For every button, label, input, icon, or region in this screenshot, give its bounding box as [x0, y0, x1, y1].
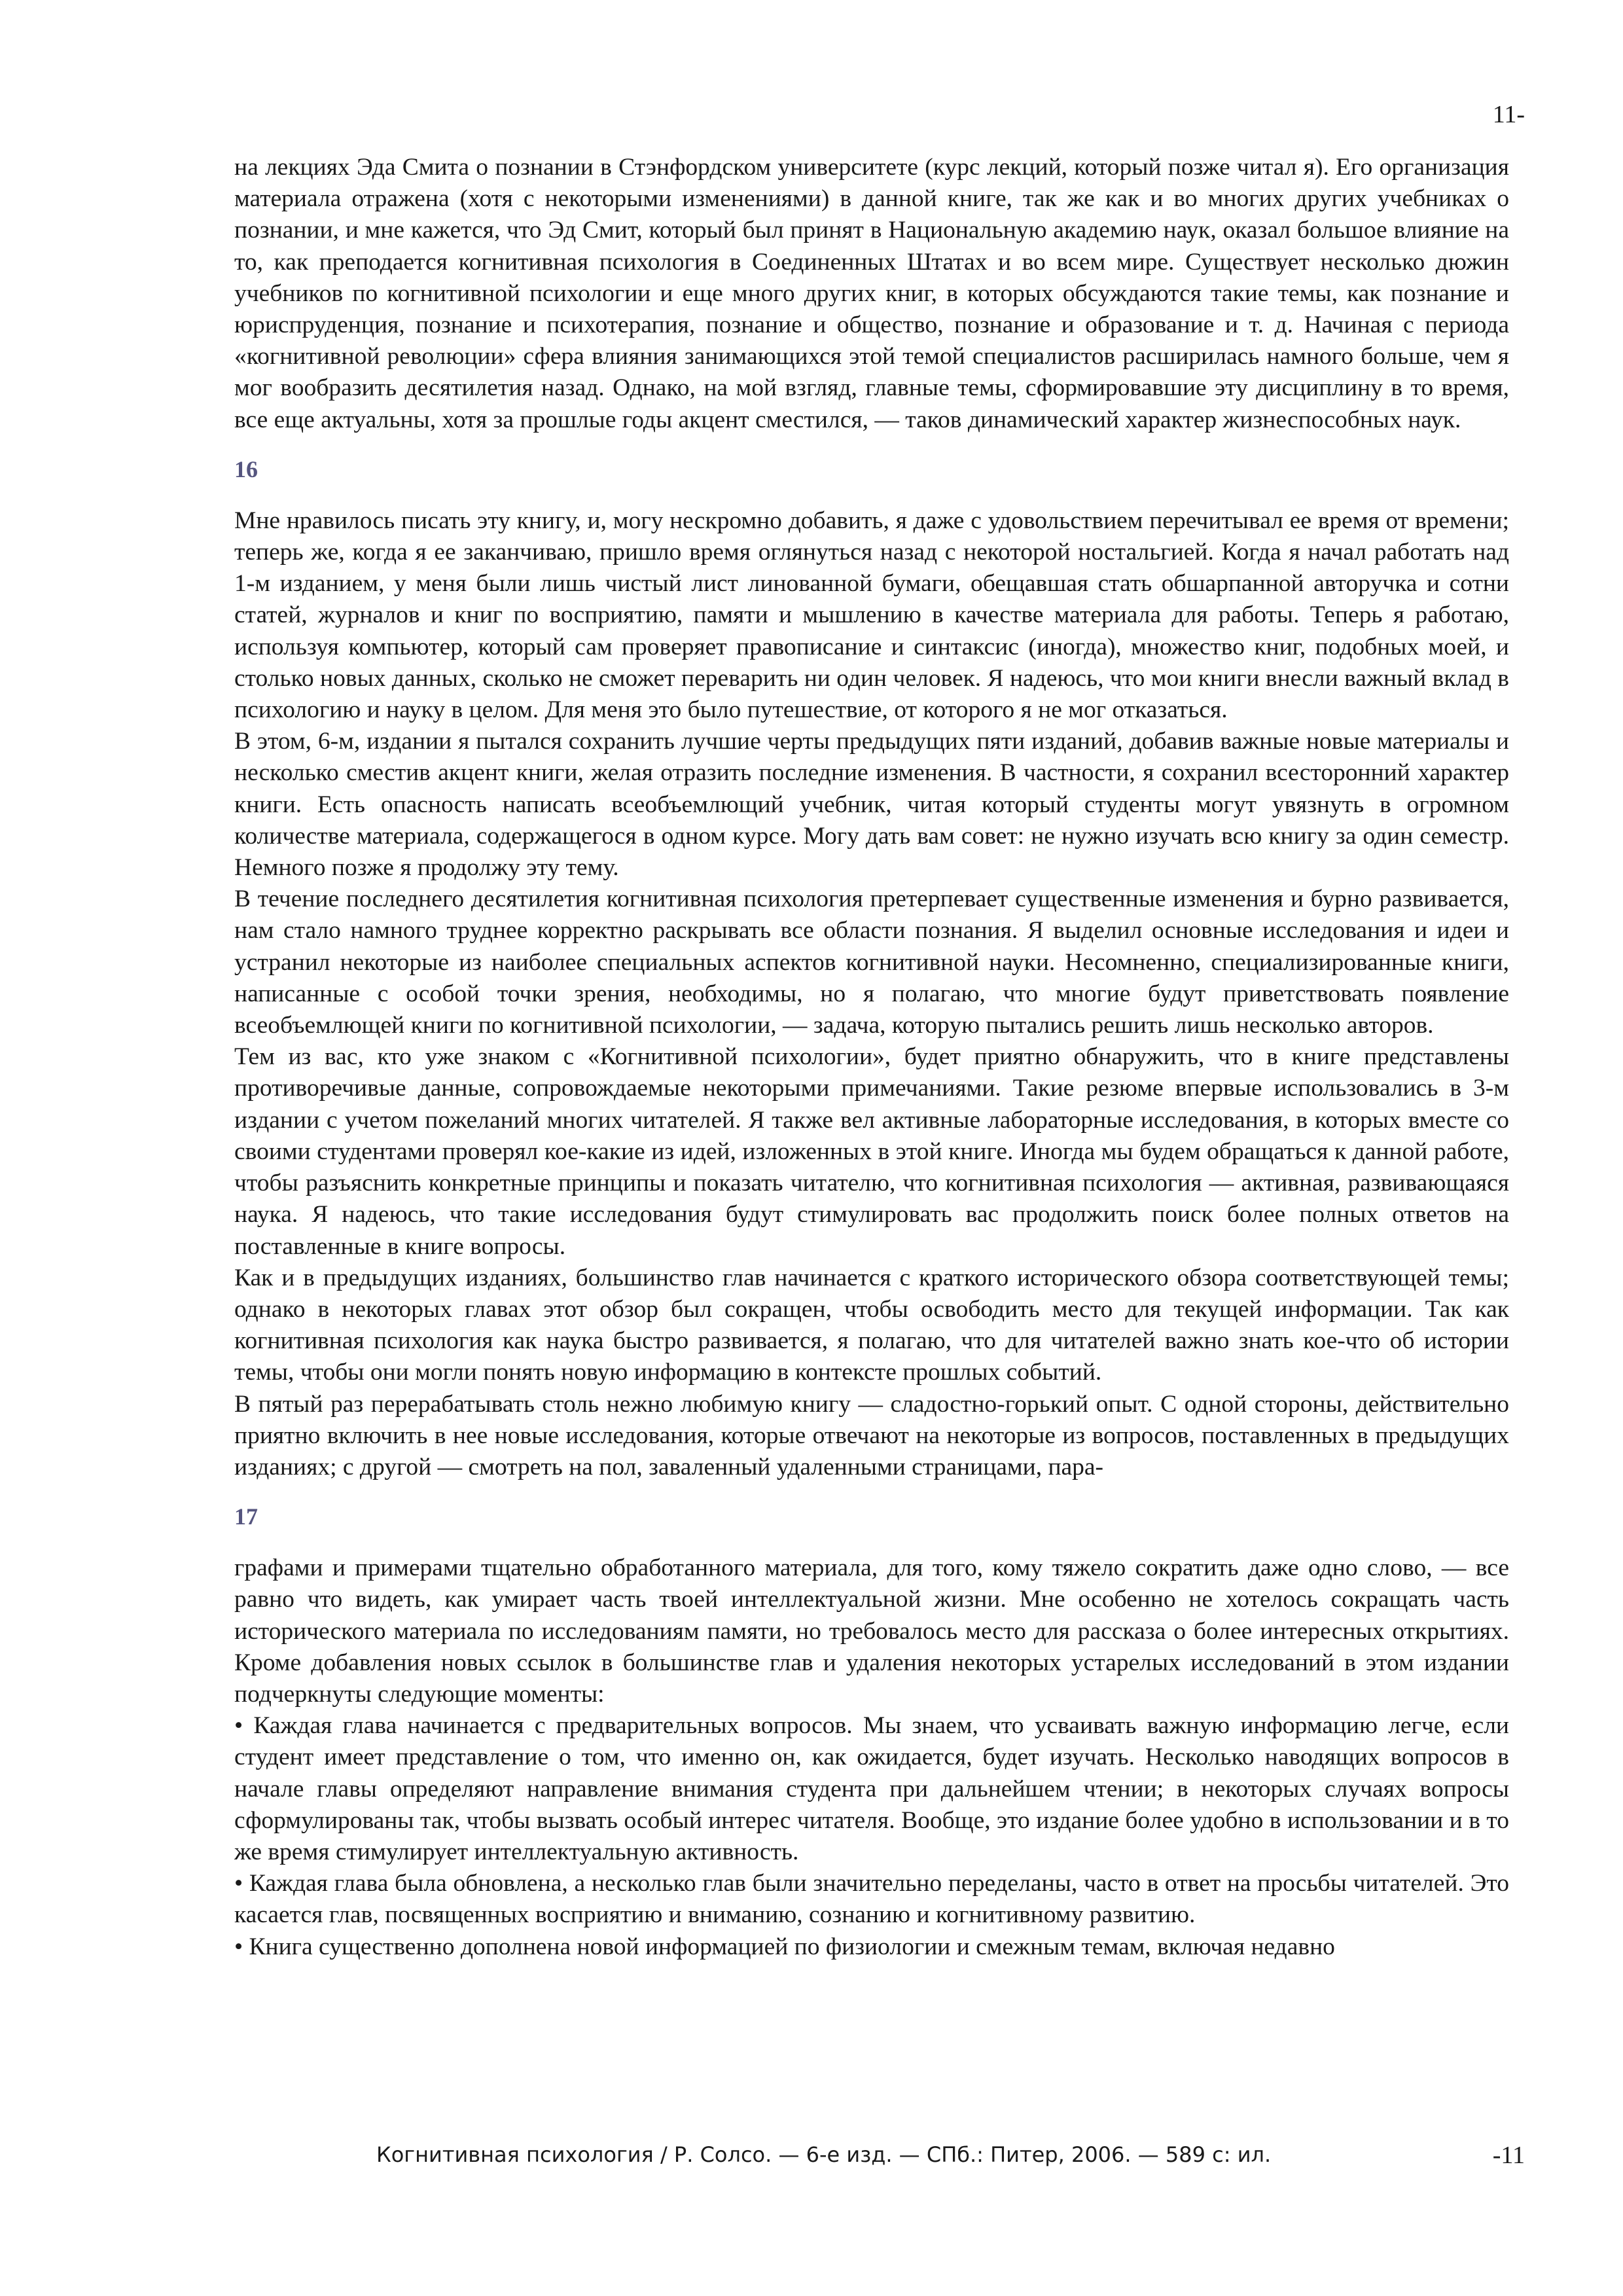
bullet-item: • Каждая глава была обновлена, а несколько глав были значительно переделаны, часто в ответ на просьбы читателей. Это касается глав, посвященных восприятию и вниманию, сознанию и когнитивному развитию.: [234, 1870, 1509, 1929]
footer-reference: Когнитивная психология / Р. Солсо. — 6-е изд. — СПб.: Питер, 2006. — 589 с: ил.: [376, 2142, 1272, 2167]
page-marker-17: 17: [234, 1503, 258, 1530]
page-marker-16: 16: [234, 456, 258, 482]
paragraph: графами и примерами тщательно обработанного материала, для того, кому тяжело сократить даже одно слово, — все равно что видеть, как умирает часть твоей интеллектуальной жизни. Мне особенно не хотелось сокращать часть исторического материала по исследованиям памяти, но требовалось место для рассказа о более интересных открытиях. Кроме добавления новых ссылок в большинстве глав и удаления некоторых устарелых исследований в этом издании подчеркнуты следующие моменты:: [234, 1554, 1509, 1708]
bullet-item: • Книга существенно дополнена новой информацией по физиологии и смежным темам, включая недавно: [234, 1933, 1335, 1960]
paragraph: В течение последнего десятилетия когнитивная психология претерпевает существенные изменения и бурно развивается, нам стало намного труднее корректно раскрывать все области познания. Я выделил основные исследования и идеи и устранил некоторые из наиболее специальных аспектов когнитивной науки. Несомненно, специализированные книги, написанные с особой точки зрения, необходимы, но я полагаю, что многие будут приветствовать появление всеобъемлющей книги по когнитивной психологии, — задача, которую пытались решить лишь несколько авторов.: [234, 886, 1509, 1039]
paragraph: Тем из вас, кто уже знаком с «Когнитивной психологии», будет приятно обнаружить, что в книге представлены противоречивые данные, сопровождаемые некоторыми примечаниями. Такие резюме впервые использовались в 3-м издании с учетом пожеланий многих читателей. Я также вел активные лабораторные исследования, в которых вместе со своими студентами проверял кое-какие из идей, изложенных в этой книге. Иногда мы будем обращаться к данной работе, чтобы разъяснить конкретные принципы и показать читателю, что когнитивная психология — активная, развивающаяся наука. Я надеюсь, что такие исследования будут стимулировать вас продолжить поиск более полных ответов на поставленные в книге вопросы.: [234, 1043, 1509, 1260]
page-number-top: 11-: [1492, 101, 1525, 128]
document-body: [234, 152, 1509, 1963]
page-number-bottom: -11: [1492, 2142, 1525, 2169]
paragraph: В этом, 6-м, издании я пытался сохранить лучшие черты предыдущих пяти изданий, добавив важные новые материалы и несколько сместив акцент книги, желая отразить последние изменения. В частности, я сохранил всесторонний характер книги. Есть опасность написать всеобъемлющий учебник, читая который студенты могут увязнуть в огромном количестве материала, содержащегося в одном курсе. Могу дать вам совет: не нужно изучать всю книгу за один семестр. Немного позже я продолжу эту тему.: [234, 728, 1509, 882]
bullet-item: • Каждая глава начинается с предварительных вопросов. Мы знаем, что усваивать важную информацию легче, если студент имеет представление о том, что именно он, как ожидается, будет изучать. Несколько наводящих вопросов в начале главы определяют направление внимания студента при дальнейшем чтении; в некоторых случаях вопросы сформулированы так, чтобы вызвать особый интерес читателя. Вообще, это издание более удобно в использовании и в то же время стимулирует интеллектуальную активность.: [234, 1712, 1509, 1865]
paragraph: В пятый раз перерабатывать столь нежно любимую книгу — сладостно-горький опыт. С одной стороны, действительно приятно включить в нее новые исследования, которые отвечают на некоторые из вопросов, поставленных в предыдущих изданиях; с другой — смотреть на пол, заваленный удаленными страницами, пара-: [234, 1390, 1509, 1480]
paragraph: Как и в предыдущих изданиях, большинство глав начинается с краткого исторического обзора соответствующей темы; однако в некоторых главах этот обзор был сокращен, чтобы освободить место для текущей информации. Так как когнитивная психология как наука быстро развивается, я полагаю, что для читателей важно знать кое-что об истории темы, чтобы они могли понять новую информацию в контексте прошлых событий.: [234, 1264, 1509, 1386]
paragraph: Мне нравилось писать эту книгу, и, могу нескромно добавить, я даже с удовольствием перечитывал ее время от времени; теперь же, когда я ее заканчиваю, пришло время оглянуться назад с некоторой ностальгией. Когда я начал работать над 1-м изданием, у меня были лишь чистый лист линованной бумаги, обещавшая стать обшарпанной авторучка и сотни статей, журналов и книг по восприятию, памяти и мышлению в качестве материала для работы. Теперь я работаю, используя компьютер, который сам проверяет правописание и синтаксис (иногда), множество книг, подобных моей, и столько новых данных, сколько не сможет переварить ни один человек. Я надеюсь, что мои книги внесли важный вклад в психологию и науку в целом. Для меня это было путешествие, от которого я не мог отказаться.: [234, 507, 1509, 724]
paragraph: на лекциях Эда Смита о познании в Стэнфордском университете (курс лекций, который позже читал я). Его организация материала отражена (хотя с некоторыми изменениями) в данной книге, так же как и во многих других учебниках о познании, и мне кажется, что Эд Смит, который был принят в Национальную академию наук, оказал большое влияние на то, как преподается когнитивная психология в Соединенных Штатах и во всем мире. Существует несколько дюжин учебников по когнитивной психологии и еще много других книг, в которых обсуждаются такие темы, как познание и юриспруденция, познание и психотерапия, познание и общество, познание и образование и т. д. Начиная с периода «когнитивной революции» сфера влияния занимающихся этой темой специалистов расширилась намного больше, чем я мог вообразить десятилетия назад. Однако, на мой взгляд, главные темы, сформировавшие эту дисциплину в то время, все еще актуальны, хотя за прошлые годы акцент сместился, — таков динамический характер жизнеспособных наук.: [234, 154, 1509, 433]
